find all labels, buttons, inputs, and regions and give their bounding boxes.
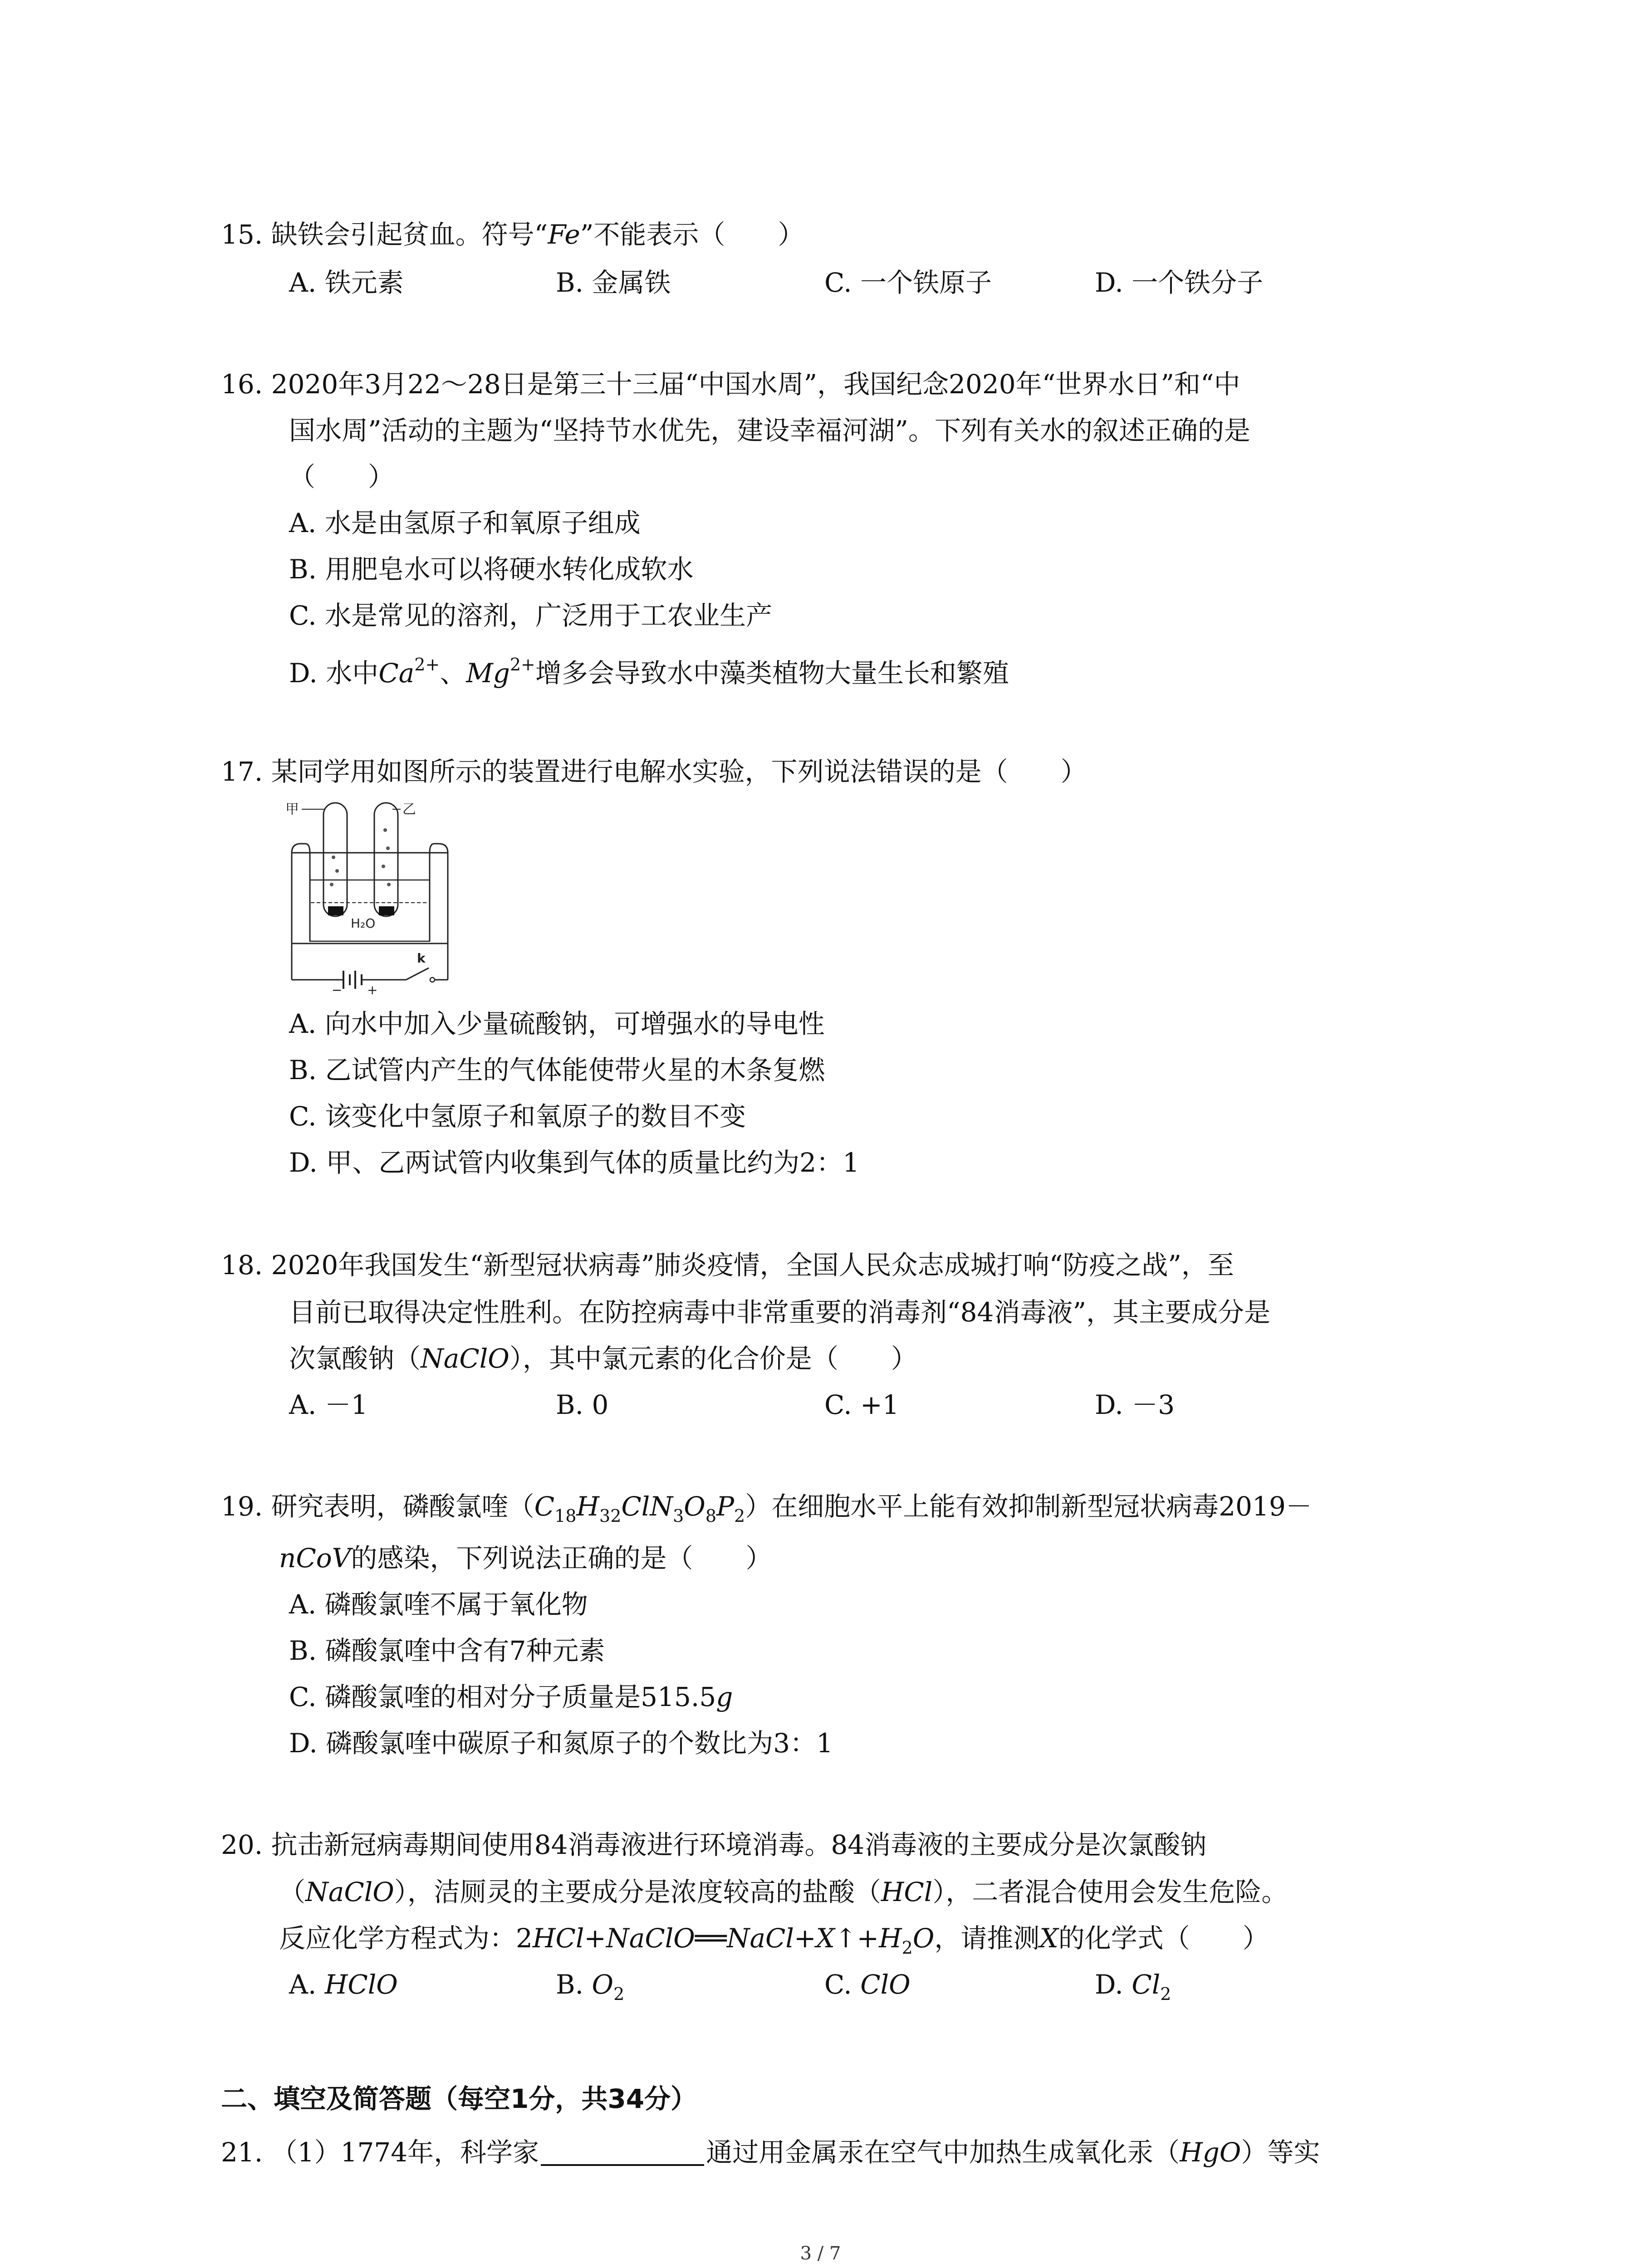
figure-label-jia: 甲 [285,802,299,817]
q18-option-d: D. －3 [1095,1389,1175,1420]
q20-option-d: D. $Cl_2$ [1095,1969,1171,2004]
q18-option-a: A. －1 [289,1389,368,1420]
figure-label-k: k [417,951,426,966]
figure-label-plus: + [367,982,378,997]
figure-label-water: H₂O [351,916,376,931]
answer-blank[interactable] [541,2141,704,2166]
q16-option-d: D. 水中$Ca^{2+}$、$Mg^{2+}$增多会导致水中藻类植物大量生长和繁殖 [289,655,1009,689]
section-heading: 二、填空及简答题（每空1分，共34分） [221,2083,697,2114]
q19-option-c: C. 磷酸氯喹的相对分子质量是515.5g [289,1681,733,1712]
q18-option-b: B. 0 [556,1389,609,1420]
q20-option-a: A. HClO [289,1969,398,2000]
q19-stem-line1: 19. 研究表明，磷酸氯喹$(C_{18}H_{32}ClN_3O_8P_2)$在细胞水平上能有效抑制新型冠状病毒2019－ [221,1491,1312,1526]
q18-stem-line1: 18. 2020年我国发生“新型冠状病毒”肺炎疫情，全国人民众志成城打响“防疫之战”，至 [221,1250,1234,1281]
q20-stem-line2: （NaClO），洁厕灵的主要成分是浓度较高的盐酸（HCl），二者混合使用会发生危险。 [279,1877,1288,1907]
q15-stem: 15. 缺铁会引起贫血。符号“Fe”不能表示（ ） [221,219,804,250]
q17-stem: 17. 某同学用如图所示的装置进行电解水实验，下列说法错误的是（ ） [221,756,1087,787]
q16-stem-line2: 国水周”活动的主题为“坚持节水优先，建设幸福河湖”。下列有关水的叙述正确的是 [289,415,1250,446]
q19-option-b: B. 磷酸氯喹中含有7种元素 [289,1635,605,1666]
q17-option-c: C. 该变化中氢原子和氧原子的数目不变 [289,1101,746,1132]
q16-option-a: A. 水是由氢原子和氧原子组成 [289,508,641,538]
q20-option-c: C. ClO [824,1969,911,2000]
q18-stem-line2: 目前已取得决定性胜利。在防控病毒中非常重要的消毒剂“84消毒液”，其主要成分是 [289,1297,1271,1328]
q18-option-c: C. +1 [824,1389,899,1420]
q17-option-b: B. 乙试管内产生的气体能使带火星的木条复燃 [289,1055,825,1085]
q15-option-b: B. 金属铁 [556,267,671,298]
q16-option-c: C. 水是常见的溶剂，广泛用于工农业生产 [289,600,773,631]
q16-stem-line3: （ ） [289,461,395,492]
q20-stem-line1: 20. 抗击新冠病毒期间使用84消毒液进行环境消毒。84消毒液的主要成分是次氯酸钠 [221,1829,1207,1860]
q15-option-a: A. 铁元素 [289,267,404,298]
page-number: 3 / 7 [800,2243,841,2264]
q17-option-a: A. 向水中加入少量硫酸钠，可增强水的导电性 [289,1008,825,1039]
q15-option-c: C. 一个铁原子 [824,267,992,298]
figure-label-yi: 乙 [402,802,416,817]
q20-stem-line3: 反应化学方程式为：$2HCl+NaClO══NaCl+X↑+H_2O$，请推测X的化学式（ ） [279,1923,1269,1958]
q17-option-d: D. 甲、乙两试管内收集到气体的质量比约为2：1 [289,1147,860,1178]
q19-stem-line2: nCoV的感染，下列说法正确的是（ ） [279,1543,772,1574]
electrolysis-apparatus-figure [284,798,456,998]
q19-option-d: D. 磷酸氯喹中碳原子和氮原子的个数比为3：1 [289,1728,833,1759]
q18-stem-line3: 次氯酸钠（NaClO），其中氯元素的化合价是（ ） [289,1343,917,1374]
q19-option-a: A. 磷酸氯喹不属于氧化物 [289,1589,588,1620]
q21-stem-line1: 21. （1）1774年，科学家 通过用金属汞在空气中加热生成氧化汞（HgO）等实 [221,2137,1320,2168]
q15-option-d: D. 一个铁分子 [1095,267,1264,298]
q16-option-b: B. 用肥皂水可以将硬水转化成软水 [289,554,694,585]
q20-option-b: B. $O_2$ [556,1969,625,2004]
figure-label-minus: − [332,982,343,997]
q16-stem-line1: 16. 2020年3月22～28日是第三十三届“中国水周”，我国纪念2020年“世界水日”和“中 [221,369,1240,400]
